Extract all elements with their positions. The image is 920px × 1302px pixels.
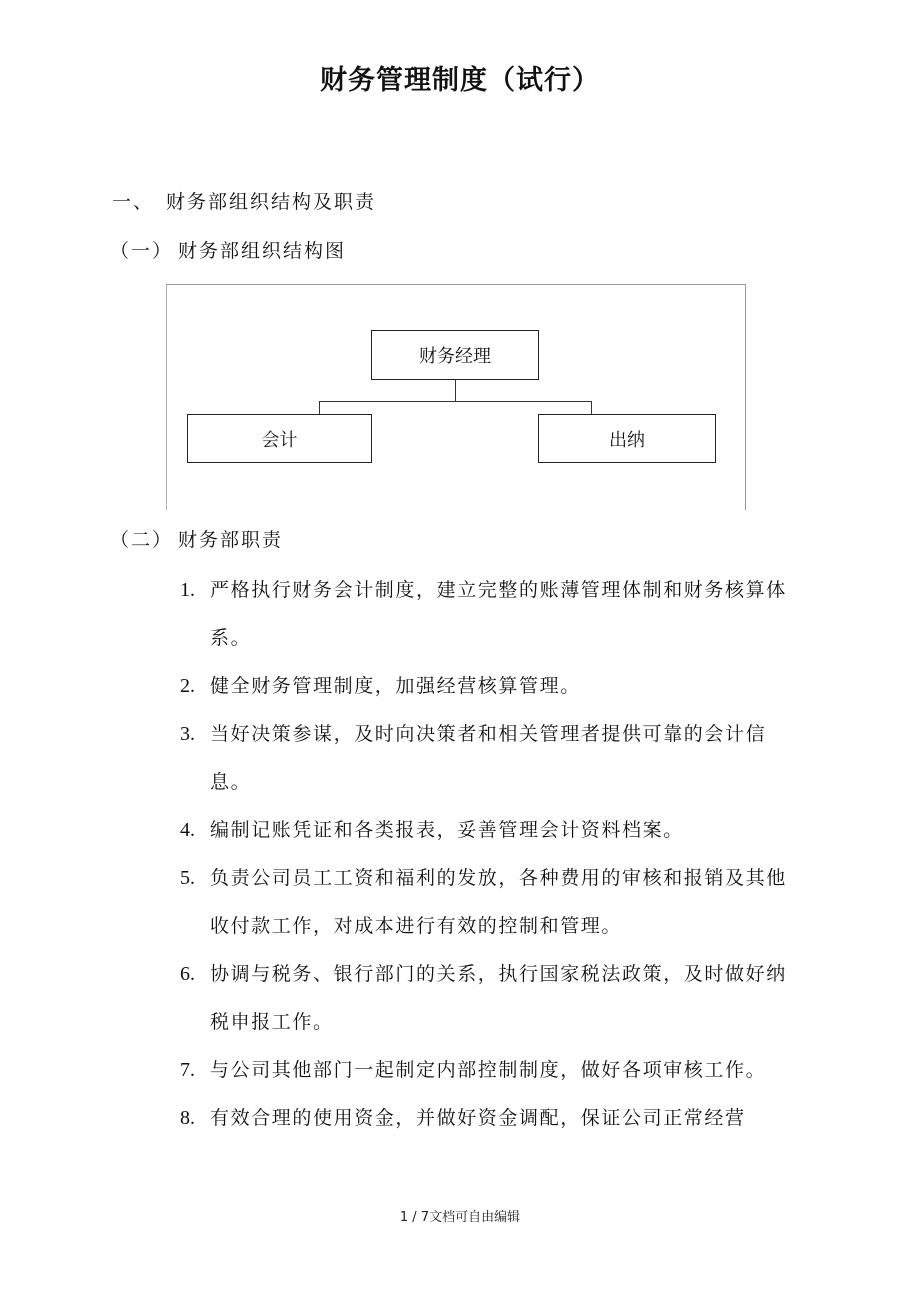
section-number: 一、 — [112, 191, 155, 213]
org-connector — [319, 401, 592, 402]
section-text: 财务部组织结构及职责 — [166, 191, 377, 213]
duty-text: 健全财务管理制度，加强经营核算管理。 — [210, 675, 581, 697]
subsection-number: （二） — [110, 529, 174, 551]
duty-number: 1. — [180, 579, 195, 601]
duty-item — [180, 806, 790, 854]
org-connector — [319, 401, 320, 414]
duty-text: 与公司其他部门一起制定内部控制制度，做好各项审核工作。 — [210, 1059, 767, 1081]
duty-number: 8. — [180, 1107, 195, 1129]
org-box-finance-manager: 财务经理 — [371, 330, 539, 380]
duty-number: 2. — [180, 675, 195, 697]
duty-item — [180, 710, 790, 806]
subsection-heading-2 — [110, 525, 283, 552]
duty-item — [180, 854, 790, 950]
subsection-text: 财务部组织结构图 — [178, 240, 347, 262]
duty-number: 7. — [180, 1059, 195, 1081]
duty-item — [180, 950, 790, 1046]
section-heading-1 — [112, 187, 376, 214]
org-chart — [166, 284, 746, 510]
duty-number: 3. — [180, 723, 195, 745]
duty-list — [180, 566, 790, 1142]
org-box-cashier: 出纳 — [538, 414, 716, 463]
subsection-heading-1 — [110, 236, 346, 263]
duty-item — [180, 662, 790, 710]
org-box-accountant: 会计 — [187, 414, 372, 463]
duty-text: 协调与税务、银行部门的关系，执行国家税法政策，及时做好纳税申报工作。 — [210, 963, 787, 1033]
duty-text: 编制记账凭证和各类报表，妥善管理会计资料档案。 — [210, 819, 684, 841]
duty-number: 5. — [180, 867, 195, 889]
duty-item — [180, 1094, 790, 1142]
duty-item — [180, 566, 790, 662]
duty-text: 负责公司员工工资和福利的发放，各种费用的审核和报销及其他收付款工作，对成本进行有效的控制和管理。 — [210, 867, 787, 937]
duty-text: 有效合理的使用资金，并做好资金调配，保证公司正常经营 — [210, 1107, 746, 1129]
duty-item — [180, 1046, 790, 1094]
subsection-text: 财务部职责 — [178, 529, 284, 551]
duty-text: 当好决策参谋，及时向决策者和相关管理者提供可靠的会计信息。 — [210, 723, 767, 793]
org-connector — [591, 401, 592, 414]
duty-text: 严格执行财务会计制度，建立完整的账薄管理体制和财务核算体系。 — [210, 579, 787, 649]
page-footer: 1 / 7文档可自由编辑 — [399, 1210, 521, 1225]
duty-number: 6. — [180, 963, 195, 985]
subsection-number: （一） — [110, 240, 174, 262]
org-connector — [455, 380, 456, 401]
duty-number: 4. — [180, 819, 195, 841]
document-title: 财务管理制度（试行） — [320, 65, 600, 96]
